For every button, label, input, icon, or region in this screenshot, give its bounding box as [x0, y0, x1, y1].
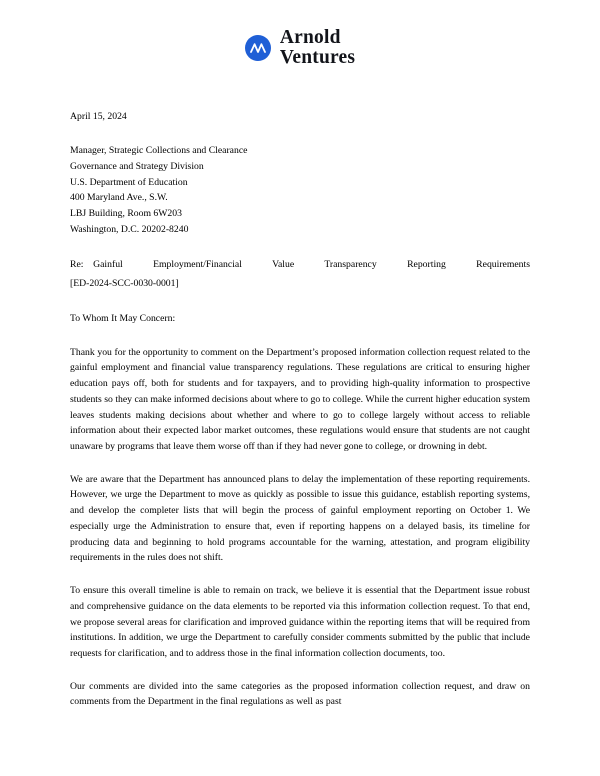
brand-wordmark — [280, 28, 355, 69]
docket-number: [ED-2024-SCC-0030-0001] — [70, 278, 179, 290]
body-paragraph: Our comments are divided into the same categories as the proposed information collection request, and draw on comments from the Department in the final regulations as well as past — [70, 680, 530, 708]
body-paragraph: To ensure this overall timeline is able to remain on track, we believe it is essential that the Department issue robust and comprehensive guidance on the data elements to be reported via this information collection request. To that end, we propose several areas for clarification and improved guidance within the reporting items that will be required from institutions. In addition, we urge the Department to carefully consider comments submitted by the public that include requests for clarification, and to address those in the final information collection documents, too. — [70, 585, 530, 659]
letter-body — [70, 109, 530, 711]
recipient-address — [70, 143, 530, 237]
salutation: To Whom It May Concern: — [70, 313, 176, 324]
address-line: 400 Maryland Ave., S.W. — [70, 192, 168, 204]
address-line: U.S. Department of Education — [70, 176, 188, 188]
address-line: LBJ Building, Room 6W203 — [70, 208, 182, 220]
address-line: Washington, D.C. 20202-8240 — [70, 223, 189, 235]
subject-line: Re: Gainful Employment/Financial Value Transparency Reporting Requirements — [70, 258, 530, 270]
address-line: Governance and Strategy Division — [70, 160, 204, 172]
letter-date: April 15, 2024 — [70, 110, 127, 122]
brand-logo — [70, 0, 530, 75]
address-line: Manager, Strategic Collections and Clearance — [70, 145, 248, 157]
brand-line-1: Arnold — [279, 27, 341, 48]
arnold-ventures-av-monogram-icon — [245, 35, 271, 61]
brand-line-2: Ventures — [279, 47, 356, 69]
body-paragraph: We are aware that the Department has announced plans to delay the implementation of these reporting requirements. However, we urge the Department to move as quickly as possible to issue this guidance, establish reporting systems, and develop the completer lists that will begin the process of gainful employment reporting on October 1. We especially urge the Administration to ensure that, even if reporting happens on a delayed basis, its timeline for producing data and beginning to hold programs accountable for the warning, attestation, and program eligibility requirements in the rules does not shift. — [70, 473, 530, 564]
body-paragraph: Thank you for the opportunity to comment on the Department’s proposed information collection request related to the gainful employment and financial value transparency regulations. These regulations are critical to ensuring higher education pays off, both for students and for taxpayers, and to providing high-quality information to prospective students so they can make informed decisions about where to go to college. While the current higher education system leaves students making decisions about whether and where to go to college largely without access to reliable information about their expected labor market outcomes, these regulations would ensure that students are not caught unaware by programs that leave them worse off than if they had never gone to college, or drowning in debt. — [70, 346, 530, 453]
